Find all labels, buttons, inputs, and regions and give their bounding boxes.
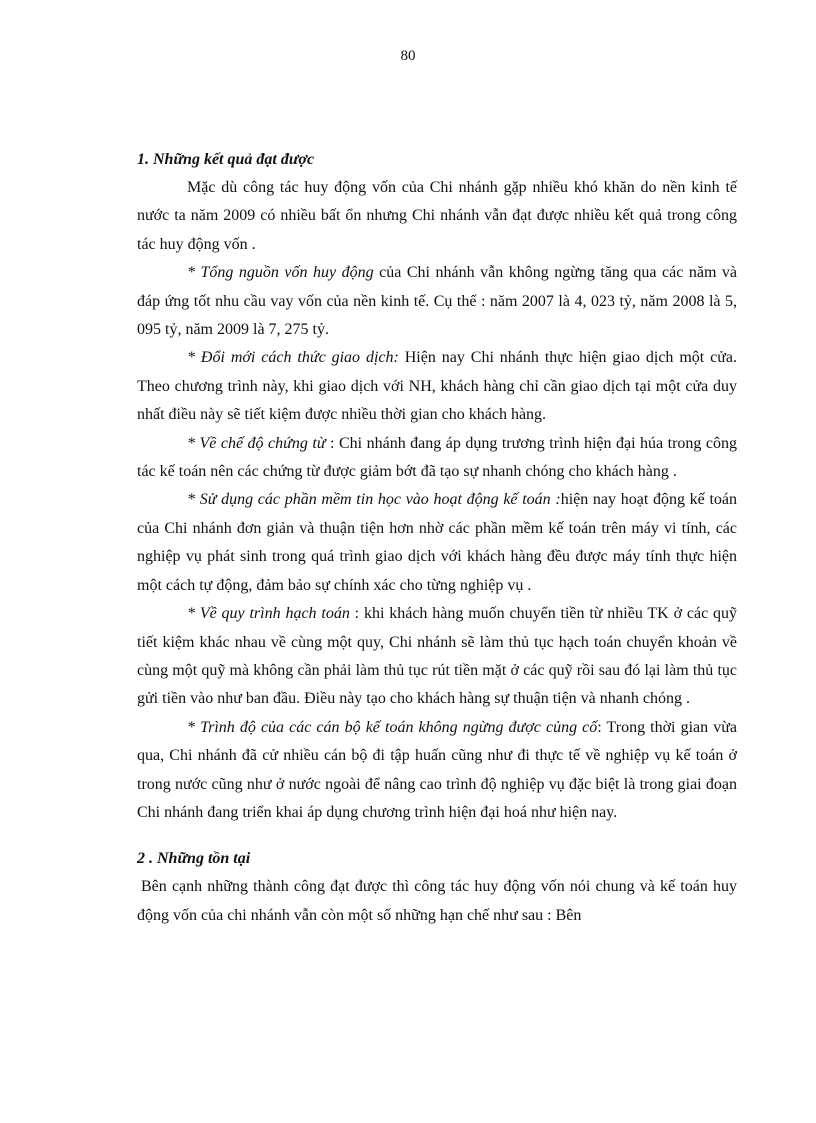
result-item-text: : Chi nhánh đang áp dụng trương trình hiện đại húa trong công tác kế toán nên các chứng từ được giảm bớt đã tạo sự nhanh chóng cho khách hàng . — [137, 434, 738, 481]
result-item-lead: * Tổng nguồn vốn huy động — [187, 264, 374, 282]
page-body — [137, 150, 737, 930]
result-item-text: Hiện nay Chi nhánh thực hiện giao dịch một cửa. Theo chương trình này, khi giao dịch với NH, khách hàng chỉ cần giao dịch tại một cửa duy nhất điều này sẽ tiết kiệm được nhiều thời gian cho khách hàng. — [137, 349, 738, 424]
result-item — [137, 259, 737, 344]
section-1-heading: 1. Những kết quả đạt được — [137, 151, 315, 168]
result-item — [137, 486, 737, 600]
result-item-lead: * Trình độ của các cán bộ kế toán không ngừng được củng cố — [187, 718, 598, 736]
result-item-lead: * Về chế độ chứng từ — [187, 434, 326, 452]
result-item-text: hiện nay hoạt động kế toán của Chi nhánh đơn giản và thuận tiện hơn nhờ các phần mềm kế toán trên máy vi tính, các nghiệp vụ phát sinh trong quá trình giao dịch với khách hàng đều được máy tính thực hiện một cách tự động, đảm bảo sự chính xác cho từng nghiệp vụ . — [137, 491, 738, 594]
result-item — [137, 430, 737, 487]
result-item-lead: * Sử dụng các phần mềm tin học vào hoạt động kế toán : — [187, 491, 561, 509]
result-item-text: : Trong thời gian vừa qua, Chi nhánh đã cử nhiều cán bộ đi tập huấn cũng như đi thực tế về nghiệp vụ kế toán ở trong nước cũng như ở nước ngoài để nâng cao trình độ nghiệp vụ đặc biệt là trong giai đoạn Chi nhánh đang triển khai áp dụng chương trình hiện đại hoá như hiện nay. — [137, 718, 737, 821]
result-item — [137, 714, 737, 828]
section-2-heading: 2 . Những tồn tại — [137, 850, 251, 868]
result-item-text: của Chi nhánh vẫn không ngừng tăng qua các năm và đáp ứng tốt nhu cầu vay vốn của nền kinh tế. Cụ thể : năm 2007 là 4, 023 tỷ, năm 2008 là 5, 095 tỷ, năm 2009 là 7, 275 tỷ. — [137, 264, 738, 339]
result-item-lead: * Đổi mới cách thức giao dịch: — [187, 349, 399, 367]
result-item — [137, 600, 737, 714]
result-item-lead: * Về quy trình hạch toán — [187, 605, 350, 623]
section-2-intro: Bên cạnh những thành công đạt được thì công tác huy động vốn nói chung và kế toán huy động vốn của chi nhánh vẫn còn một số những hạn chế như sau : Bên — [137, 878, 737, 924]
page-number: 80 — [400, 48, 416, 64]
result-item — [137, 344, 737, 429]
result-item-text: : khi khách hàng muốn chuyển tiền từ nhiều TK ở các quỹ tiết kiệm khác nhau về cùng một quy, Chi nhánh sẽ làm thủ tục hạch toán chuyển khoản về cùng một quỹ mà không cần phải làm thủ tục rút tiền mặt ở các quỹ rồi sau đó lại làm thủ tục gửi tiền vào như ban đầu. Điều này tạo cho khách hàng sự thuận tiện và nhanh chóng . — [137, 605, 737, 708]
section-1-intro: Mặc dù công tác huy động vốn của Chi nhánh gặp nhiều khó khăn do nền kinh tế nước ta năm 2009 có nhiều bất ổn nhưng Chi nhánh vẫn đạt được nhiều kết quả trong công tác huy động vốn . — [137, 179, 737, 253]
